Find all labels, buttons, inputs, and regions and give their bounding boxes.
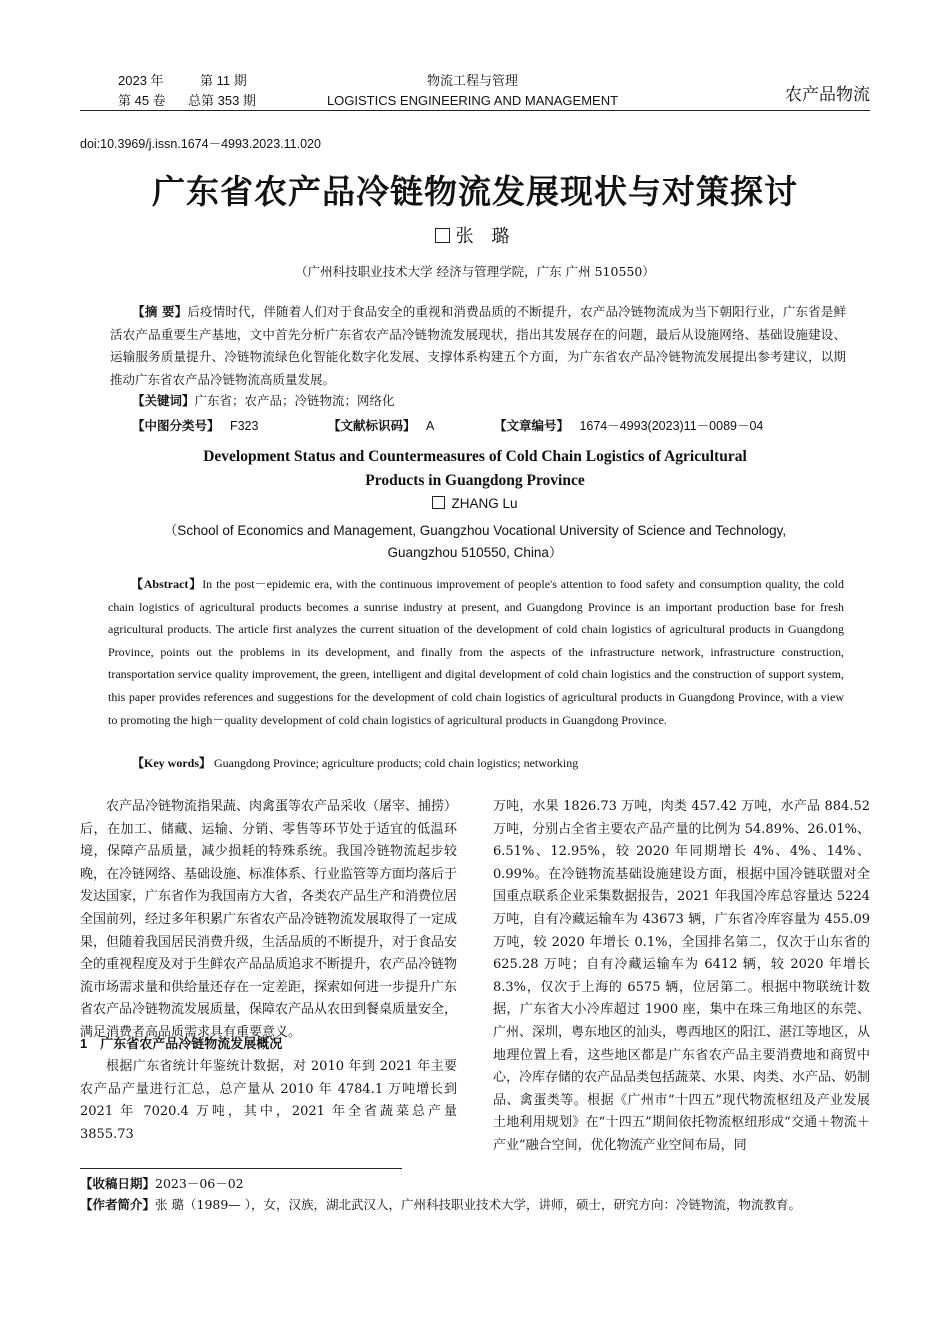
footnote-divider bbox=[80, 1168, 402, 1169]
section1-column bbox=[80, 1056, 457, 1146]
journal-name-en: LOGISTICS ENGINEERING AND MANAGEMENT bbox=[326, 93, 619, 108]
en-affil-line2: Guangzhou 510550, China） bbox=[387, 545, 563, 560]
keywords-cn-label: 【关键词】 bbox=[132, 393, 195, 408]
body-right-column bbox=[493, 796, 870, 1158]
affiliation: （广州科技职业技术大学 经济与管理学院，广东 广州 510550） bbox=[295, 264, 655, 279]
art-value: 1674－4993(2023)11－0089－04 bbox=[579, 419, 764, 433]
header-total-issue: 总第 353 期 bbox=[188, 93, 256, 108]
clc-label: 【中图分类号】 bbox=[132, 419, 220, 433]
header-volume: 第 45 卷 bbox=[118, 93, 166, 108]
author-name: 张 璐 bbox=[455, 226, 516, 247]
abstract-en-label: 【Abstract】 bbox=[130, 577, 203, 591]
en-author-line bbox=[0, 496, 950, 511]
en-title-line1: Development Status and Countermeasures of Cold Chain Logistics of Agricultural bbox=[203, 448, 747, 465]
en-title-line2: Products in Guangdong Province bbox=[365, 472, 585, 489]
abstract-cn-text: 后疫情时代，伴随着人们对于食品安全的重视和消费品质的不断提升，农产品冷链物流成为当下朝阳行业，广东省是鲜活农产品重要生产基地，文中首先分析广东省农产品冷链物流发展现状，指出其发展存在的问题，最后从设施网络、基础设施建设、运输服务质量提升、冷链物流绿色化智能化数字化发展、支撑体系构建五个方面，为广东省农产品冷链物流发展提出参考建议，以期推动广东省农产品冷链物流高质量发展。 bbox=[110, 304, 846, 387]
author-bio-label: 【作者简介】 bbox=[80, 1197, 156, 1212]
header-divider bbox=[80, 110, 870, 111]
classification-clc bbox=[132, 416, 258, 434]
right-column-paragraph: 万吨，水果 1826.73 万吨，肉类 457.42 万吨，水产品 884.52 万吨，分别占全省主要农产品产量的比例为 54.89%、26.01%、6.51%、12.95%，较 2020 年同期增长 4%、4%、14%、0.99%。在冷链物流基础设施建设方面，根据中国冷链联盟对全国重点联系企业采集数据报告，2021 年我国冷库总容量达 5224 万吨，自有冷藏运输车为 43673 辆，广东省冷库容量为 455.09 万吨，较 2020 年增长 0.1%，全国排名第二，仅次于山东省的 625.28 万吨；自有冷藏运输车为 6412 辆，较 2020 年增长 8.3%，仅次于上海的 6575 辆，位居第二。根据中物联统计数据，广东省大小冷库超过 1900 座，集中在珠三角地区的东莞、广州、深圳，粤东地区的汕头，粤西地区的阳江、湛江等地区，从地理位置上看，这些地区都是广东省农产品主要消费地和商贸中心，冷库存储的农产品品类包括蔬菜、水果、肉类、水产品、奶制品、禽蛋类等。根据《广州市“十四五”现代物流枢纽及产业发展土地利用规划》在“十四五”期间依托物流枢纽形成“交通＋物流＋产业”融合空间，优化物流产业空间布局，同 bbox=[493, 799, 871, 1153]
received-label: 【收稿日期】 bbox=[80, 1176, 156, 1191]
intro-paragraph: 农产品冷链物流指果蔬、肉禽蛋等农产品采收（屠宰、捕捞）后，在加工、储藏、运输、分销、零售等环节处于适宜的低温环境，保障产品质量，减少损耗的特殊系统。我国冷链物流起步较晚，在冷链网络、基础设施、标准体系、行业监管等方面均落后于发达国家，广东省作为我国南方大省，各类农产品生产和消费位居全国前列，经过多年积累广东省农产品冷链物流发展取得了一定成果，但随着我国居民消费升级，生活品质的不断提升，对于食品安全的重视程度及对于生鲜农产品品质追求不断提升，农产品冷链物流市场需求量和供给量还存在一定差距，探索如何进一步提升广东省农产品冷链物流发展质量，保障农产品从农田到餐桌质量安全，满足消费者高品质需求具有重要意义。 bbox=[80, 799, 458, 1040]
doi: doi:10.3969/j.issn.1674－4993.2023.11.020 bbox=[80, 137, 321, 151]
article-title: 广东省农产品冷链物流发展现状与对策探讨 bbox=[152, 172, 798, 211]
clc-value: F323 bbox=[229, 419, 259, 433]
en-author-box-icon bbox=[432, 496, 445, 509]
en-author: ZHANG Lu bbox=[451, 496, 518, 511]
journal-name-cn: 物流工程与管理 bbox=[426, 73, 518, 88]
abstract-en bbox=[108, 573, 844, 731]
abstract-cn-label: 【摘 要】 bbox=[132, 304, 188, 319]
received-value: 2023－06－02 bbox=[155, 1176, 244, 1191]
keywords-cn bbox=[132, 391, 846, 409]
author-bio-value: 张 璐（1989— ），女，汉族，湖北武汉人，广州科技职业技术大学，讲师，硕士，研究方向：冷链物流，物流教育。 bbox=[155, 1197, 802, 1212]
keywords-en-label: 【Key words】 bbox=[132, 756, 211, 770]
section-label: 农产品物流 bbox=[785, 85, 870, 104]
footnote-author bbox=[80, 1195, 870, 1213]
doc-label: 【文献标识码】 bbox=[328, 419, 416, 433]
body-left-column bbox=[80, 796, 457, 1045]
abstract-en-text: In the post－epidemic era, with the continuous improvement of people's attention to food safety and consumption quality, the cold chain logistics of agricultural products becomes a sunrise industry at present, and Guangdong Province is an important production base for fresh agricultural products. The article first analyzes the current situation of the development of cold chain logistics of agricultural products in Guangdong Province, points out the problems in its development, and finally from the aspects of the infrastructure network, infrastructure construction, transportation service quality improvement, the green, intelligent and digital development of cold chain logistics and the construction of support system, this paper provides references and suggestions for the development of cold chain logistics of agricultural products in Guangdong Province, with a view to promoting the high－quality development of cold chain logistics of agricultural products in Guangdong Province. bbox=[108, 577, 844, 727]
header-year: 2023 年 bbox=[118, 73, 164, 88]
keywords-en-text: Guangdong Province; agriculture products; cold chain logistics; networking bbox=[214, 756, 579, 770]
keywords-en bbox=[132, 754, 578, 771]
footnote-received bbox=[80, 1174, 244, 1192]
author-box-icon bbox=[435, 228, 450, 243]
keywords-cn-text: 广东省；农产品；冷链物流；网络化 bbox=[194, 393, 395, 408]
classification-article bbox=[494, 416, 763, 434]
classification-doc bbox=[328, 416, 434, 434]
en-affil-line1: （School of Economics and Management, Guangzhou Vocational University of Science and Technology, bbox=[163, 523, 787, 538]
author-line bbox=[0, 222, 950, 248]
section1-paragraph: 根据广东省统计年鉴统计数据，对 2010 年到 2021 年主要农产品产量进行汇总，总产量从 2010 年 4784.1 万吨增长到 2021 年 7020.4 万吨，其中，2021 年全省蔬菜总产量 3855.73 bbox=[80, 1059, 457, 1142]
section1-heading: 1 广东省农产品冷链物流发展概况 bbox=[80, 1036, 283, 1051]
doc-value: A bbox=[425, 419, 435, 433]
abstract-cn bbox=[110, 301, 846, 391]
header-issue: 第 11 期 bbox=[200, 73, 247, 88]
art-label: 【文章编号】 bbox=[494, 419, 570, 433]
